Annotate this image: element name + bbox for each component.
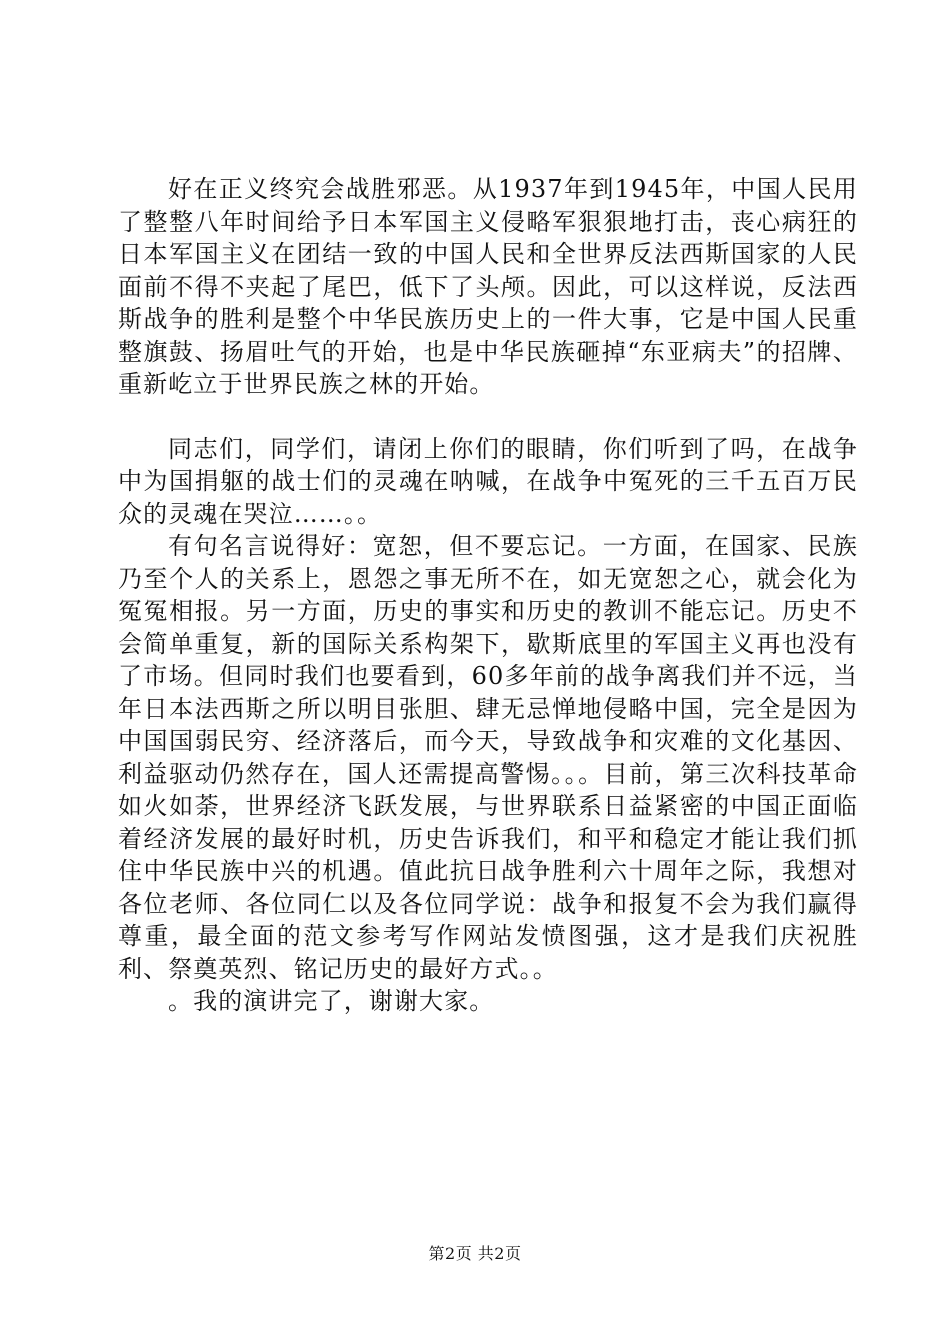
paragraph-closing: 。我的演讲完了，谢谢大家。 bbox=[168, 987, 495, 1015]
paragraph-spacer bbox=[118, 401, 858, 433]
paragraph-remembrance: 同志们，同学们，请闭上你们的眼睛，你们听到了吗，在战争中为国捐躯的战士们的灵魂在呐喊，在战争中冤死的三千五百万民众的灵魂在哭泣……。。 bbox=[118, 434, 858, 528]
paragraph-forgive-not-forget: 有句名言说得好：宽恕，但不要忘记。一方面，在国家、民族乃至个人的关系上，恩怨之事无所不在，如无宽恕之心，就会化为冤冤相报。另一方面，历史的事实和历史的教训不能忘记。历史不会简单重复，新的国际关系构架下，歇斯底里的军国主义再也没有了市场。但同时我们也要看到，60多年前的战争离我们并不远，当年日本法西斯之所以明目张胆、肆无忌惮地侵略中国，完全是因为中国国弱民穷、经济落后，而今天，导致战争和灾难的文化基因、利益驱动仍然存在，国人还需提高警惕。。。目前，第三次科技革命如火如荼，世界经济飞跃发展，与世界联系日益紧密的中国正面临着经济发展的最好时机，历史告诉我们，和平和稳定才能让我们抓住中华民族中兴的机遇。值此抗日战争胜利六十周年之际，我想对各位老师、各位同仁以及各位同学说：战争和报复不会为我们赢得尊重，最全面的范文参考写作网站发愤图强，这才是我们庆祝胜利、祭奠英烈、铭记历史的最好方式。。 bbox=[118, 532, 858, 983]
paragraph-victory: 好在正义终究会战胜邪恶。从1937年到1945年，中国人民用了整整八年时间给予日本军国主义侵略军狠狠地打击，丧心病狂的日本军国主义在团结一致的中国人民和全世界反法西斯国家的人民面前不得不夹起了尾巴，低下了头颅。因此，可以这样说，反法西斯战争的胜利是整个中华民族历史上的一件大事，它是中国人民重整旗鼓、扬眉吐气的开始，也是中华民族砸掉“东亚病夫”的招牌、重新屹立于世界民族之林的开始。 bbox=[118, 175, 858, 398]
page-footer: 第2页 共2页 bbox=[428, 1244, 522, 1263]
document-body bbox=[118, 173, 858, 1018]
